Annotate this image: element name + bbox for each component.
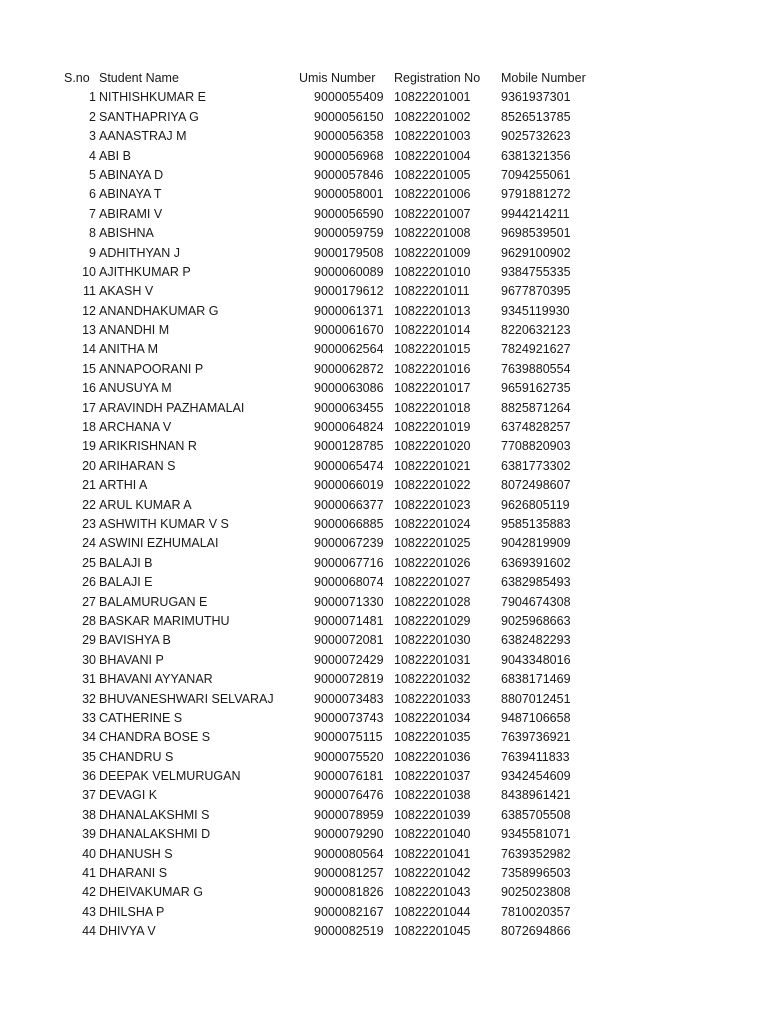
cell-umis-number: 9000081257 [314, 866, 384, 881]
header-sno: S.no [64, 71, 90, 85]
cell-mobile-number: 7708820903 [501, 439, 571, 454]
cell-registration-no: 10822201031 [394, 652, 471, 667]
cell-mobile-number: 9042819909 [501, 536, 571, 551]
cell-sno: 43 [82, 904, 96, 919]
cell-umis-number: 9000065474 [314, 458, 384, 473]
cell-mobile-number: 9791881272 [501, 187, 571, 202]
cell-registration-no: 10822201032 [394, 672, 471, 687]
cell-sno: 19 [82, 439, 96, 454]
cell-sno: 23 [82, 516, 96, 531]
cell-umis-number: 9000073743 [314, 710, 384, 725]
cell-umis-number: 9000059759 [314, 226, 384, 241]
cell-umis-number: 9000072081 [314, 633, 384, 648]
cell-registration-no: 10822201045 [394, 924, 471, 939]
cell-mobile-number: 8438961421 [501, 788, 571, 803]
cell-registration-no: 10822201033 [394, 691, 471, 706]
cell-registration-no: 10822201019 [394, 420, 471, 435]
cell-umis-number: 9000076476 [314, 788, 384, 803]
cell-mobile-number: 6381773302 [501, 458, 571, 473]
header-umis-number: Umis Number [299, 71, 376, 85]
cell-sno: 37 [82, 788, 96, 803]
cell-mobile-number: 9025023808 [501, 885, 571, 900]
table-row [0, 302, 768, 321]
cell-student-name: SANTHAPRIYA G [99, 109, 199, 124]
cell-registration-no: 10822201039 [394, 807, 471, 822]
cell-umis-number: 9000128785 [314, 439, 384, 454]
table-row [0, 515, 768, 534]
table-row [0, 496, 768, 515]
cell-registration-no: 10822201034 [394, 710, 471, 725]
table-row [0, 457, 768, 476]
cell-sno: 2 [89, 109, 96, 124]
cell-sno: 24 [82, 536, 96, 551]
cell-sno: 44 [82, 924, 96, 939]
cell-mobile-number: 9944214211 [501, 206, 570, 221]
table-row [0, 864, 768, 883]
cell-mobile-number: 6374828257 [501, 420, 571, 435]
cell-registration-no: 10822201028 [394, 594, 471, 609]
cell-umis-number: 9000082519 [314, 924, 384, 939]
cell-registration-no: 10822201030 [394, 633, 471, 648]
cell-umis-number: 9000078959 [314, 807, 384, 822]
cell-registration-no: 10822201036 [394, 749, 471, 764]
cell-student-name: ABIRAMI V [99, 206, 163, 221]
cell-student-name: ABI B [99, 148, 131, 163]
cell-mobile-number: 8072498607 [501, 478, 571, 493]
table-row [0, 437, 768, 456]
cell-sno: 12 [82, 303, 96, 318]
cell-mobile-number: 7810020357 [501, 904, 571, 919]
cell-sno: 15 [82, 361, 96, 376]
cell-umis-number: 9000071481 [314, 613, 384, 628]
cell-registration-no: 10822201040 [394, 827, 471, 842]
cell-student-name: ARUL KUMAR A [99, 497, 192, 512]
cell-registration-no: 10822201021 [394, 458, 471, 473]
cell-student-name: NITHISHKUMAR E [99, 90, 206, 105]
table-row [0, 845, 768, 864]
cell-student-name: CHANDRU S [99, 749, 174, 764]
cell-mobile-number: 8220632123 [501, 323, 571, 338]
cell-sno: 36 [82, 769, 96, 784]
table-row [0, 244, 768, 263]
cell-sno: 7 [89, 206, 96, 221]
cell-sno: 29 [82, 633, 96, 648]
cell-sno: 22 [82, 497, 96, 512]
cell-mobile-number: 9629100902 [501, 245, 571, 260]
cell-sno: 5 [89, 167, 96, 182]
cell-sno: 9 [89, 245, 96, 260]
cell-sno: 16 [82, 381, 96, 396]
cell-student-name: ANUSUYA M [99, 381, 172, 396]
cell-registration-no: 10822201007 [394, 206, 471, 221]
cell-mobile-number: 7824921627 [501, 342, 571, 357]
cell-umis-number: 9000179612 [314, 284, 384, 299]
cell-registration-no: 10822201010 [394, 264, 471, 279]
cell-sno: 18 [82, 420, 96, 435]
cell-student-name: ARAVINDH PAZHAMALAI [99, 400, 245, 415]
table-row [0, 670, 768, 689]
cell-mobile-number: 8526513785 [501, 109, 571, 124]
table-row [0, 767, 768, 786]
table-row [0, 709, 768, 728]
cell-umis-number: 9000076181 [314, 769, 384, 784]
cell-mobile-number: 9345119930 [501, 303, 570, 318]
table-row [0, 612, 768, 631]
cell-umis-number: 9000056150 [314, 109, 384, 124]
cell-mobile-number: 7639411833 [501, 749, 570, 764]
cell-registration-no: 10822201011 [394, 284, 470, 299]
table-row [0, 554, 768, 573]
table-row [0, 903, 768, 922]
cell-mobile-number: 9342454609 [501, 769, 571, 784]
cell-registration-no: 10822201017 [394, 381, 471, 396]
cell-sno: 32 [82, 691, 96, 706]
table-row [0, 147, 768, 166]
cell-sno: 28 [82, 613, 96, 628]
cell-sno: 17 [82, 400, 96, 415]
cell-mobile-number: 9043348016 [501, 652, 571, 667]
cell-mobile-number: 9025732623 [501, 129, 571, 144]
cell-umis-number: 9000073483 [314, 691, 384, 706]
table-row [0, 786, 768, 805]
cell-mobile-number: 6382482293 [501, 633, 571, 648]
cell-umis-number: 9000079290 [314, 827, 384, 842]
cell-student-name: ASHWITH KUMAR V S [99, 516, 229, 531]
cell-umis-number: 9000063086 [314, 381, 384, 396]
table-row [0, 728, 768, 747]
cell-registration-no: 10822201043 [394, 885, 471, 900]
cell-student-name: BALAJI B [99, 555, 153, 570]
cell-student-name: CATHERINE S [99, 710, 183, 725]
cell-registration-no: 10822201023 [394, 497, 471, 512]
cell-registration-no: 10822201013 [394, 303, 471, 318]
cell-sno: 39 [82, 827, 96, 842]
cell-umis-number: 9000057846 [314, 167, 384, 182]
cell-mobile-number: 7094255061 [501, 167, 571, 182]
cell-sno: 27 [82, 594, 96, 609]
cell-umis-number: 9000067239 [314, 536, 384, 551]
cell-mobile-number: 8825871264 [501, 400, 571, 415]
cell-mobile-number: 9585135883 [501, 516, 571, 531]
cell-student-name: BAVISHYA B [99, 633, 171, 648]
cell-registration-no: 10822201004 [394, 148, 471, 163]
cell-umis-number: 9000056590 [314, 206, 384, 221]
cell-mobile-number: 9487106658 [501, 710, 571, 725]
table-row [0, 593, 768, 612]
table-row [0, 573, 768, 592]
cell-mobile-number: 7639736921 [501, 730, 571, 745]
cell-mobile-number: 7358996503 [501, 866, 571, 881]
cell-umis-number: 9000066377 [314, 497, 384, 512]
cell-umis-number: 9000071330 [314, 594, 384, 609]
cell-umis-number: 9000061371 [314, 303, 384, 318]
cell-sno: 20 [82, 458, 96, 473]
cell-student-name: BHAVANI P [99, 652, 164, 667]
cell-mobile-number: 7904674308 [501, 594, 571, 609]
cell-registration-no: 10822201008 [394, 226, 471, 241]
cell-student-name: ASWINI EZHUMALAI [99, 536, 219, 551]
cell-registration-no: 10822201009 [394, 245, 471, 260]
cell-registration-no: 10822201029 [394, 613, 471, 628]
cell-sno: 6 [89, 187, 96, 202]
table-row [0, 108, 768, 127]
cell-mobile-number: 9677870395 [501, 284, 571, 299]
cell-mobile-number: 8072694866 [501, 924, 571, 939]
header-mobile-number: Mobile Number [501, 71, 586, 85]
table-row [0, 922, 768, 941]
cell-umis-number: 9000066885 [314, 516, 384, 531]
cell-student-name: DEVAGI K [99, 788, 158, 803]
cell-sno: 25 [82, 555, 96, 570]
cell-student-name: ARIKRISHNAN R [99, 439, 197, 454]
cell-umis-number: 9000060089 [314, 264, 384, 279]
table-row [0, 88, 768, 107]
table-header-row [0, 69, 768, 88]
cell-sno: 33 [82, 710, 96, 725]
cell-student-name: DHARANI S [99, 866, 168, 881]
student-table [0, 69, 768, 942]
table-row [0, 690, 768, 709]
cell-student-name: ANNAPOORANI P [99, 361, 204, 376]
cell-registration-no: 10822201020 [394, 439, 471, 454]
cell-mobile-number: 9626805119 [501, 497, 570, 512]
cell-mobile-number: 6838171469 [501, 672, 571, 687]
cell-registration-no: 10822201024 [394, 516, 471, 531]
table-row [0, 748, 768, 767]
cell-mobile-number: 6385705508 [501, 807, 571, 822]
header-student-name: Student Name [99, 71, 179, 85]
cell-student-name: BHUVANESHWARI SELVARAJ [99, 691, 274, 706]
cell-sno: 4 [89, 148, 96, 163]
table-row [0, 340, 768, 359]
table-row [0, 127, 768, 146]
cell-mobile-number: 9659162735 [501, 381, 571, 396]
cell-student-name: BASKAR MARIMUTHU [99, 613, 230, 628]
table-body [0, 88, 768, 941]
cell-mobile-number: 9361937301 [501, 90, 571, 105]
table-row [0, 418, 768, 437]
cell-student-name: ABINAYA D [99, 167, 164, 182]
cell-umis-number: 9000062872 [314, 361, 384, 376]
cell-student-name: AJITHKUMAR P [99, 264, 191, 279]
cell-student-name: BHAVANI AYYANAR [99, 672, 213, 687]
cell-registration-no: 10822201035 [394, 730, 471, 745]
table-row [0, 476, 768, 495]
cell-umis-number: 9000081826 [314, 885, 384, 900]
table-row [0, 166, 768, 185]
cell-umis-number: 9000075115 [314, 730, 383, 745]
cell-registration-no: 10822201005 [394, 167, 471, 182]
table-row [0, 631, 768, 650]
cell-umis-number: 9000082167 [314, 904, 384, 919]
cell-sno: 8 [89, 226, 96, 241]
table-row [0, 185, 768, 204]
table-row [0, 263, 768, 282]
cell-student-name: ANITHA M [99, 342, 159, 357]
header-registration-no: Registration No [394, 71, 481, 85]
cell-student-name: DHANALAKSHMI D [99, 827, 211, 842]
table-row [0, 825, 768, 844]
cell-umis-number: 9000066019 [314, 478, 384, 493]
cell-mobile-number: 6381321356 [501, 148, 571, 163]
cell-student-name: DEEPAK VELMURUGAN [99, 769, 241, 784]
cell-registration-no: 10822201042 [394, 866, 471, 881]
cell-student-name: ANANDHI M [99, 323, 170, 338]
cell-registration-no: 10822201037 [394, 769, 471, 784]
cell-umis-number: 9000061670 [314, 323, 384, 338]
cell-sno: 34 [82, 730, 96, 745]
table-row [0, 651, 768, 670]
cell-student-name: DHANALAKSHMI S [99, 807, 210, 822]
cell-registration-no: 10822201026 [394, 555, 471, 570]
cell-mobile-number: 7639880554 [501, 361, 571, 376]
cell-sno: 42 [82, 885, 96, 900]
cell-umis-number: 9000055409 [314, 90, 384, 105]
cell-umis-number: 9000058001 [314, 187, 384, 202]
cell-sno: 41 [82, 866, 96, 881]
table-row [0, 321, 768, 340]
cell-sno: 26 [82, 575, 96, 590]
table-row [0, 205, 768, 224]
cell-mobile-number: 9025968663 [501, 613, 571, 628]
cell-mobile-number: 6369391602 [501, 555, 571, 570]
cell-registration-no: 10822201002 [394, 109, 471, 124]
cell-sno: 1 [89, 90, 96, 105]
cell-registration-no: 10822201001 [394, 90, 471, 105]
cell-sno: 40 [82, 846, 96, 861]
cell-registration-no: 10822201014 [394, 323, 471, 338]
cell-mobile-number: 9698539501 [501, 226, 571, 241]
cell-mobile-number: 9345581071 [501, 827, 571, 842]
cell-sno: 21 [82, 478, 96, 493]
table-row [0, 534, 768, 553]
cell-umis-number: 9000056358 [314, 129, 384, 144]
cell-student-name: DHANUSH S [99, 846, 173, 861]
cell-registration-no: 10822201003 [394, 129, 471, 144]
cell-student-name: DHIVYA V [99, 924, 156, 939]
cell-registration-no: 10822201016 [394, 361, 471, 376]
cell-sno: 35 [82, 749, 96, 764]
table-row [0, 806, 768, 825]
cell-umis-number: 9000072429 [314, 652, 384, 667]
cell-student-name: BALAMURUGAN E [99, 594, 208, 609]
cell-student-name: ARTHI A [99, 478, 148, 493]
cell-registration-no: 10822201025 [394, 536, 471, 551]
cell-student-name: ARIHARAN S [99, 458, 176, 473]
cell-sno: 31 [82, 672, 96, 687]
cell-mobile-number: 9384755335 [501, 264, 571, 279]
cell-sno: 14 [82, 342, 96, 357]
cell-umis-number: 9000067716 [314, 555, 384, 570]
cell-sno: 38 [82, 807, 96, 822]
cell-sno: 10 [82, 264, 96, 279]
cell-umis-number: 9000179508 [314, 245, 384, 260]
cell-registration-no: 10822201006 [394, 187, 471, 202]
cell-registration-no: 10822201027 [394, 575, 471, 590]
table-row [0, 360, 768, 379]
cell-student-name: DHEIVAKUMAR G [99, 885, 203, 900]
cell-registration-no: 10822201044 [394, 904, 471, 919]
table-row [0, 399, 768, 418]
table-row [0, 224, 768, 243]
cell-umis-number: 9000056968 [314, 148, 384, 163]
cell-sno: 11 [83, 284, 96, 299]
cell-sno: 13 [82, 323, 96, 338]
cell-student-name: BALAJI E [99, 575, 153, 590]
cell-umis-number: 9000062564 [314, 342, 384, 357]
cell-student-name: ABISHNA [99, 226, 154, 241]
cell-umis-number: 9000072819 [314, 672, 384, 687]
cell-registration-no: 10822201038 [394, 788, 471, 803]
cell-umis-number: 9000064824 [314, 420, 384, 435]
cell-umis-number: 9000063455 [314, 400, 384, 415]
cell-umis-number: 9000080564 [314, 846, 384, 861]
table-row [0, 282, 768, 301]
cell-student-name: AANASTRAJ M [99, 129, 187, 144]
cell-student-name: ABINAYA T [99, 187, 162, 202]
cell-registration-no: 10822201022 [394, 478, 471, 493]
cell-registration-no: 10822201018 [394, 400, 471, 415]
table-row [0, 379, 768, 398]
cell-registration-no: 10822201015 [394, 342, 471, 357]
cell-student-name: DHILSHA P [99, 904, 165, 919]
cell-registration-no: 10822201041 [394, 846, 471, 861]
cell-mobile-number: 7639352982 [501, 846, 571, 861]
cell-student-name: CHANDRA BOSE S [99, 730, 211, 745]
table-row [0, 883, 768, 902]
cell-sno: 3 [89, 129, 96, 144]
cell-umis-number: 9000068074 [314, 575, 384, 590]
cell-sno: 30 [82, 652, 96, 667]
cell-mobile-number: 6382985493 [501, 575, 571, 590]
cell-student-name: ADHITHYAN J [99, 245, 181, 260]
cell-umis-number: 9000075520 [314, 749, 384, 764]
cell-student-name: AKASH V [99, 284, 154, 299]
cell-student-name: ARCHANA V [99, 420, 172, 435]
cell-mobile-number: 8807012451 [501, 691, 571, 706]
cell-student-name: ANANDHAKUMAR G [99, 303, 219, 318]
